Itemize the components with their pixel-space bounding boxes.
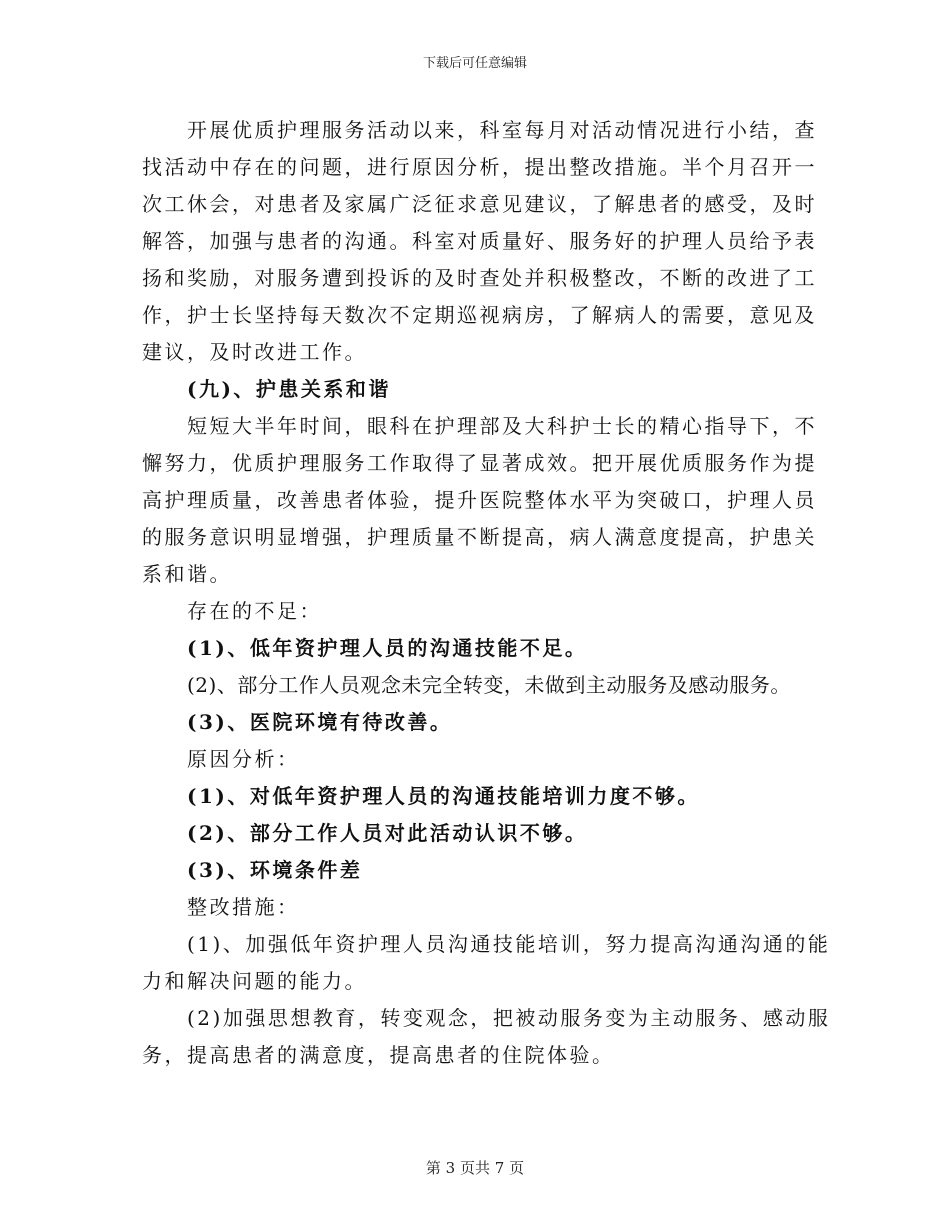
text-line: 扬和奖励，对服务遭到投诉的及时查处并积极整改，不断的改进了工 bbox=[142, 266, 817, 290]
text-line: (1)、加强低年资护理人员沟通技能培训，努力提高沟通沟通的能 bbox=[187, 932, 831, 956]
measure-item bbox=[142, 1000, 831, 1074]
measure-item bbox=[142, 926, 831, 1000]
shortcoming-item: (2)、部分工作人员观念未完全转变，未做到主动服务及感动服务。 bbox=[187, 673, 791, 697]
text-line: 高护理质量，改善患者体验，提升医院整体水平为突破口，护理人员 bbox=[142, 488, 817, 512]
shortcoming-item: (1)、低年资护理人员的沟通技能不足。 bbox=[187, 636, 588, 660]
text-line: 力和解决问题的能力。 bbox=[142, 969, 367, 993]
paragraph-achievements bbox=[142, 408, 817, 593]
cause-item: (1)、对低年资护理人员的沟通技能培训力度不够。 bbox=[187, 784, 700, 808]
cause-item: (2)、部分工作人员对此活动认识不够。 bbox=[187, 821, 588, 845]
page-footer: 第 3 页共 7 页 bbox=[425, 1159, 525, 1177]
text-line: 建议，及时改进工作。 bbox=[142, 340, 367, 364]
causes-title: 原因分析： bbox=[187, 747, 300, 771]
text-line: 找活动中存在的问题，进行原因分析，提出整改措施。半个月召开一 bbox=[142, 155, 817, 179]
text-line: 解答，加强与患者的沟通。科室对质量好、服务好的护理人员给予表 bbox=[142, 229, 817, 253]
text-line: 短短大半年时间，眼科在护理部及大科护士长的精心指导下，不 bbox=[187, 414, 817, 438]
shortcoming-item: (3)、医院环境有待改善。 bbox=[187, 710, 453, 734]
document-body bbox=[142, 112, 831, 1074]
text-line: 作，护士长坚持每天数次不定期巡视病房，了解病人的需要，意见及 bbox=[142, 303, 817, 327]
text-line: 次工休会，对患者及家属广泛征求意见建议，了解患者的感受，及时 bbox=[142, 192, 817, 216]
page-header: 下载后可任意编辑 bbox=[422, 56, 527, 71]
text-line: 懈努力，优质护理服务工作取得了显著成效。把开展优质服务作为提 bbox=[142, 451, 817, 475]
cause-item: (3)、环境条件差 bbox=[187, 858, 363, 882]
text-line: 系和谐。 bbox=[142, 562, 232, 586]
measures-title: 整改措施： bbox=[187, 895, 300, 919]
paragraph-activity-summary bbox=[142, 112, 817, 371]
text-line: 开展优质护理服务活动以来，科室每月对活动情况进行小结，查 bbox=[187, 118, 817, 142]
shortcomings-title: 存在的不足： bbox=[187, 599, 322, 623]
section-heading: (九)、护患关系和谐 bbox=[187, 377, 391, 401]
text-line: 务，提高患者的满意度，提高患者的住院体验。 bbox=[142, 1043, 615, 1067]
text-line: 的服务意识明显增强，护理质量不断提高，病人满意度提高，护患关 bbox=[142, 525, 817, 549]
text-line: (2)加强思想教育，转变观念，把被动服务变为主动服务、感动服 bbox=[187, 1006, 831, 1030]
